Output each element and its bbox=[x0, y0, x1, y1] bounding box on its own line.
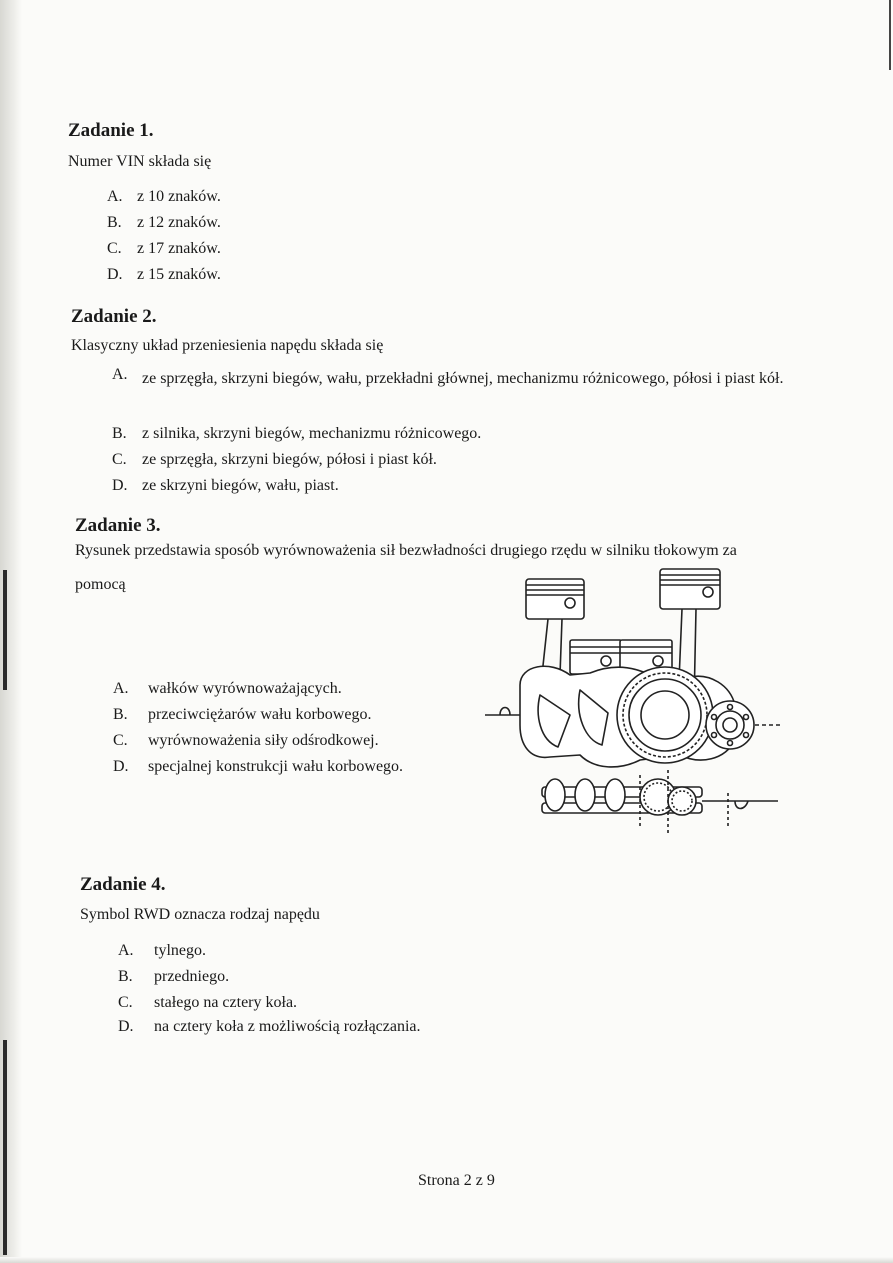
option-text: wałków wyrównoważających. bbox=[148, 680, 342, 697]
option-letter: C. bbox=[113, 732, 128, 749]
task-3-option-d bbox=[113, 758, 403, 776]
option-text: z silnika, skrzyni biegów, mechanizmu różnicowego. bbox=[142, 425, 482, 442]
option-letter: A. bbox=[118, 942, 134, 959]
option-letter: B. bbox=[112, 425, 127, 442]
scan-mark bbox=[3, 570, 7, 690]
task-3-option-a bbox=[113, 680, 342, 698]
task-4-question: Symbol RWD oznacza rodzaj napędu bbox=[80, 906, 320, 923]
option-text: tylnego. bbox=[154, 942, 206, 959]
task-3-option-c bbox=[113, 732, 379, 750]
task-1-option-a bbox=[107, 188, 221, 206]
crankshaft-balancer-diagram-icon bbox=[480, 565, 780, 840]
task-3-heading: Zadanie 3. bbox=[75, 515, 161, 536]
option-text: ze skrzyni biegów, wału, piast. bbox=[142, 477, 339, 494]
option-text: z 12 znaków. bbox=[137, 214, 221, 231]
option-text: ze sprzęgła, skrzyni biegów, półosi i piast kół. bbox=[142, 451, 437, 468]
scan-mark bbox=[3, 1040, 7, 1255]
task-2-option-c bbox=[112, 451, 437, 469]
option-letter: B. bbox=[118, 968, 133, 985]
scan-edge-bottom bbox=[0, 1257, 893, 1263]
task-4-option-a bbox=[118, 942, 206, 960]
option-text: na cztery koła z możliwością rozłączania. bbox=[154, 1018, 421, 1035]
option-letter: A. bbox=[113, 680, 129, 697]
option-text: przeciwciężarów wału korbowego. bbox=[148, 706, 372, 723]
option-text: z 15 znaków. bbox=[137, 266, 221, 283]
option-letter: D. bbox=[118, 1018, 134, 1035]
option-letter: D. bbox=[112, 477, 128, 494]
task-2-heading: Zadanie 2. bbox=[71, 306, 157, 327]
task-4-option-b bbox=[118, 968, 229, 986]
option-text: z 17 znaków. bbox=[137, 240, 221, 257]
option-letter: A. bbox=[112, 366, 128, 383]
scan-edge-right bbox=[889, 0, 891, 70]
task-2-question: Klasyczny układ przeniesienia napędu składa się bbox=[71, 337, 384, 354]
task-4-option-c bbox=[118, 994, 297, 1012]
option-text: z 10 znaków. bbox=[137, 188, 221, 205]
task-1-option-b bbox=[107, 214, 221, 232]
option-text: ze sprzęgła, skrzyni biegów, wału, przekładni głównej, mechanizmu różnicowego, półosi i piast kół. bbox=[142, 370, 784, 387]
option-letter: B. bbox=[107, 214, 122, 231]
option-text: specjalnej konstrukcji wału korbowego. bbox=[148, 758, 404, 775]
page-number: Strona 2 z 9 bbox=[418, 1172, 495, 1189]
task-1-heading: Zadanie 1. bbox=[68, 120, 154, 141]
option-text: stałego na cztery koła. bbox=[154, 994, 298, 1011]
task-3-option-b bbox=[113, 706, 371, 724]
option-letter: B. bbox=[113, 706, 128, 723]
option-letter: D. bbox=[107, 266, 123, 283]
option-letter: D. bbox=[113, 758, 129, 775]
task-4-heading: Zadanie 4. bbox=[80, 874, 166, 895]
task-4-option-d bbox=[118, 1018, 421, 1036]
task-3-question-line1: Rysunek przedstawia sposób wyrównoważenia sił bezwładności drugiego rzędu w silniku tłokowym za bbox=[75, 542, 737, 559]
task-1-question: Numer VIN składa się bbox=[68, 153, 212, 170]
option-text: przedniego. bbox=[154, 968, 230, 985]
option-letter: C. bbox=[107, 240, 122, 257]
option-text: wyrównoważenia siły odśrodkowej. bbox=[148, 732, 379, 749]
task-3-question-line2: pomocą bbox=[75, 576, 126, 593]
option-letter: C. bbox=[112, 451, 127, 468]
option-letter: A. bbox=[107, 188, 123, 205]
task-2-option-d bbox=[112, 477, 339, 495]
task-2-option-a bbox=[112, 366, 824, 392]
task-1-option-d bbox=[107, 266, 221, 284]
task-2-option-b bbox=[112, 425, 481, 443]
option-letter: C. bbox=[118, 994, 133, 1011]
task-1-option-c bbox=[107, 240, 221, 258]
